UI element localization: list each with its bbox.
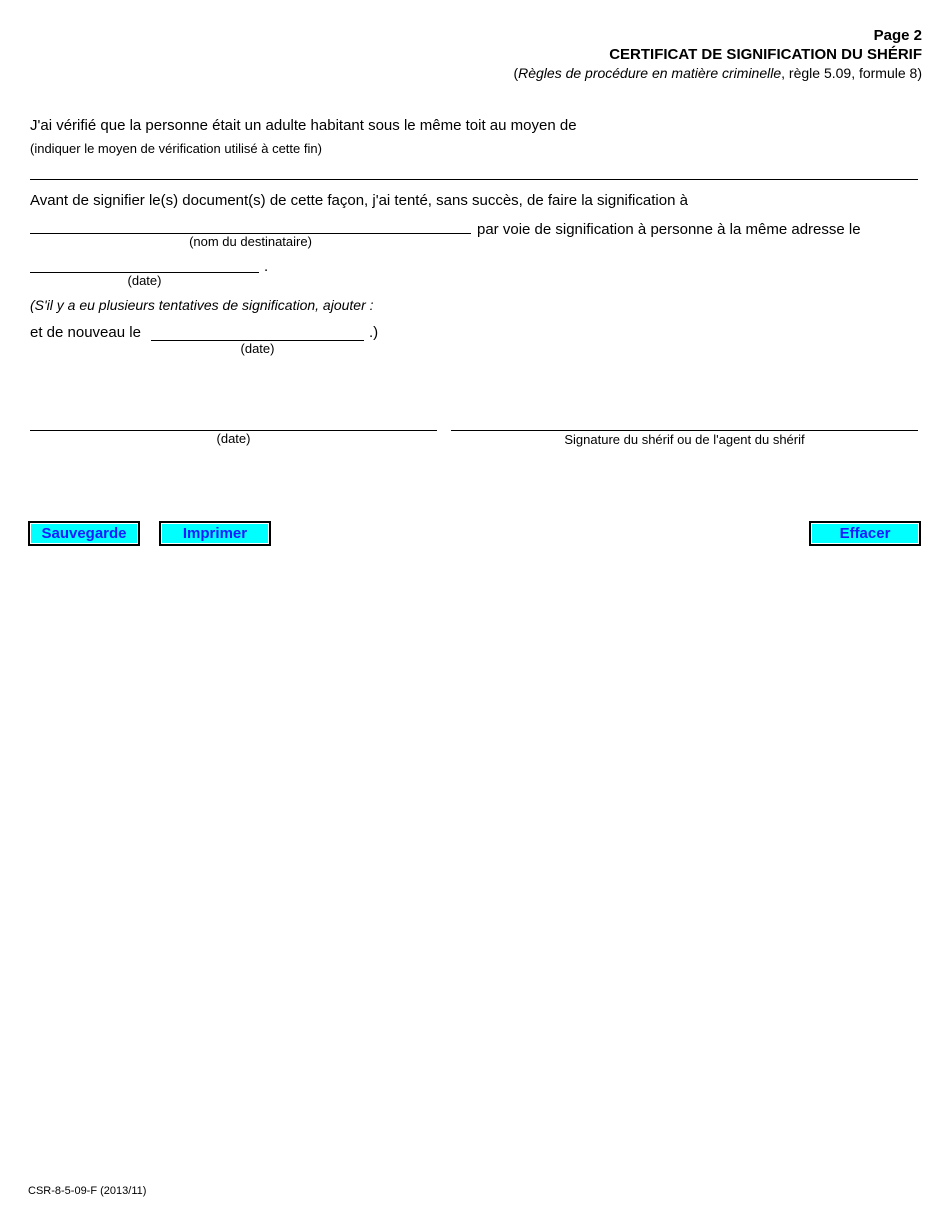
attempt-continuation: par voie de signification à personne à la même adresse le	[477, 221, 861, 238]
save-button[interactable]: Sauvegarde	[28, 521, 140, 546]
attempt-date-period: .	[264, 258, 269, 275]
recipient-name-field[interactable]	[30, 215, 470, 231]
rule-reference	[513, 65, 922, 81]
verification-method-line	[30, 179, 918, 180]
verification-statement: J'ai vérifié que la personne était un adulte habitant sous le même toit au moyen de	[30, 117, 577, 134]
rule-open-paren: (	[513, 65, 519, 81]
rule-reference-italic: Règles de procédure en matière criminelle	[518, 65, 782, 81]
again-date-field[interactable]	[151, 322, 363, 338]
sheriff-signature-field[interactable]	[451, 412, 917, 428]
again-date-caption: (date)	[240, 341, 275, 356]
sheriff-signature-caption: Signature du shérif ou de l'agent du shérif	[564, 432, 805, 447]
sheriff-signature-line	[451, 430, 918, 431]
print-button[interactable]: Imprimer	[159, 521, 271, 546]
signature-date-caption: (date)	[216, 431, 251, 446]
again-close: .)	[369, 324, 379, 341]
attempt-date-field[interactable]	[30, 254, 258, 270]
signature-date-field[interactable]	[30, 412, 436, 428]
verification-method-field[interactable]	[30, 161, 916, 177]
recipient-name-caption: (nom du destinataire)	[189, 234, 312, 249]
form-title: CERTIFICAT DE SIGNIFICATION DU SHÉRIF	[609, 46, 922, 63]
form-code: CSR-8-5-09-F (2013/11)	[28, 1185, 147, 1197]
page-number: Page 2	[873, 27, 922, 44]
clear-button[interactable]: Effacer	[809, 521, 921, 546]
verification-hint: (indiquer le moyen de vérification utilisé à cette fin)	[30, 141, 322, 156]
attempt-statement: Avant de signifier le(s) document(s) de cette façon, j'ai tenté, sans succès, de faire la signification à	[30, 192, 688, 209]
attempt-date-caption: (date)	[127, 273, 162, 288]
again-label: et de nouveau le	[30, 324, 141, 341]
additional-attempts-note: (S'il y a eu plusieurs tentatives de signification, ajouter :	[30, 297, 374, 313]
rule-reference-rest: , règle 5.09, formule 8)	[781, 65, 922, 81]
